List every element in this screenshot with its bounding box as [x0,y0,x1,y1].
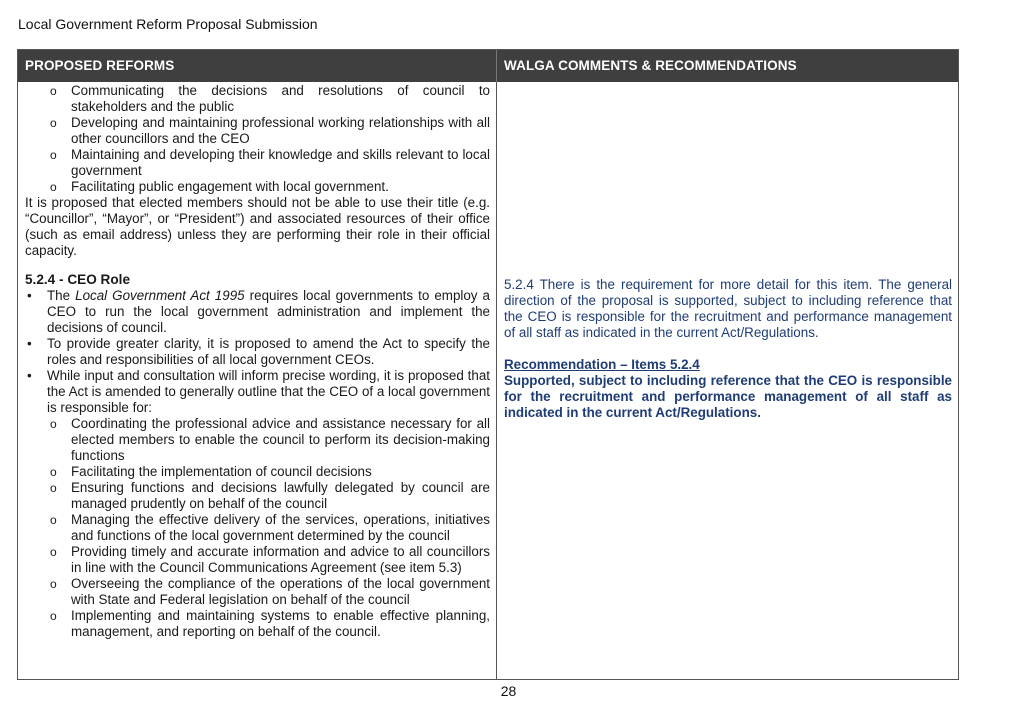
bullet-item [25,336,490,368]
reforms-table [17,49,959,680]
bullet-item [25,288,490,336]
list-item: o Maintaining and developing their knowledge and skills relevant to local government [25,147,490,179]
list-item: o Coordinating the professional advice and assistance necessary for all elected members to enable the council to perform its decision-making functions [47,416,490,464]
bullet-text-post: requires local governments to employ a CEO to run the local government administration and implement the decisions of council. [47,288,490,335]
bullet-item [25,368,490,640]
page-header-title: Local Government Reform Proposal Submission [18,16,318,32]
bullet-text-pre: The [47,288,76,303]
section-heading-ceo-role: 5.2.4 - CEO Role [25,272,131,287]
bullet-icon: • [27,336,32,351]
list-item: o Ensuring functions and decisions lawfully delegated by council are managed prudently on behalf of the council [47,480,490,512]
column-header-walga-comments: WALGA COMMENTS & RECOMMENDATIONS [497,50,958,82]
list-item: o Facilitating the implementation of council decisions [47,464,490,480]
proposed-reforms-cell [18,82,497,679]
list-item: o Implementing and maintaining systems to enable effective planning, management, and reporting on behalf of the council. [47,608,490,640]
list-item: o Communicating the decisions and resolutions of council to stakeholders and the public [25,83,490,115]
recommendation-body: Supported, subject to including reference that the CEO is responsible for the recruitment and performance management of all staff as indicated in the current Act/Regulations. [504,373,952,420]
list-item: o Developing and maintaining professional working relationships with all other councillors and the CEO [25,115,490,147]
walga-comment-text: 5.2.4 There is the requirement for more detail for this item. The general direction of the proposal is supported, subject to including reference that the CEO is responsible for the recruitment and performance management of all staff as indicated in the current Act/Regulations. [504,277,952,340]
list-item: o Facilitating public engagement with local government. [25,179,490,195]
bullet-icon: • [27,288,32,303]
list-item: o Overseeing the compliance of the operations of the local government with State and Federal legislation on behalf of the council [47,576,490,608]
ceo-responsibilities-list [47,416,490,640]
page-number: 28 [500,683,517,699]
list-item: o Managing the effective delivery of the services, operations, initiatives and functions of the local government determined by the council [47,512,490,544]
bullet-icon: • [27,368,32,383]
act-title: Local Government Act 1995 [75,288,245,303]
spacer [504,82,952,277]
walga-comments-cell [497,82,958,679]
ceo-role-bullets [25,288,490,640]
column-header-proposed-reforms: PROPOSED REFORMS [18,50,497,82]
recommendation-heading: Recommendation – Items 5.2.4 [504,357,700,372]
bullet-text: To provide greater clarity, it is proposed to amend the Act to specify the roles and responsibilities of all local government CEOs. [47,336,490,367]
elected-member-role-list [25,83,490,195]
bullet-text: While input and consultation will inform precise wording, it is proposed that the Act is amended to generally outline that the CEO of a local government is responsible for: [47,368,490,415]
list-item: o Providing timely and accurate information and advice to all councillors in line with the Council Communications Agreement (see item 5.3) [47,544,490,576]
title-use-paragraph: It is proposed that elected members should not be able to use their title (e.g. “Councillor”, “Mayor”, or “President”) and associated resources of their office (such as email address) unless they are performing their role in their official capacity. [25,195,490,258]
